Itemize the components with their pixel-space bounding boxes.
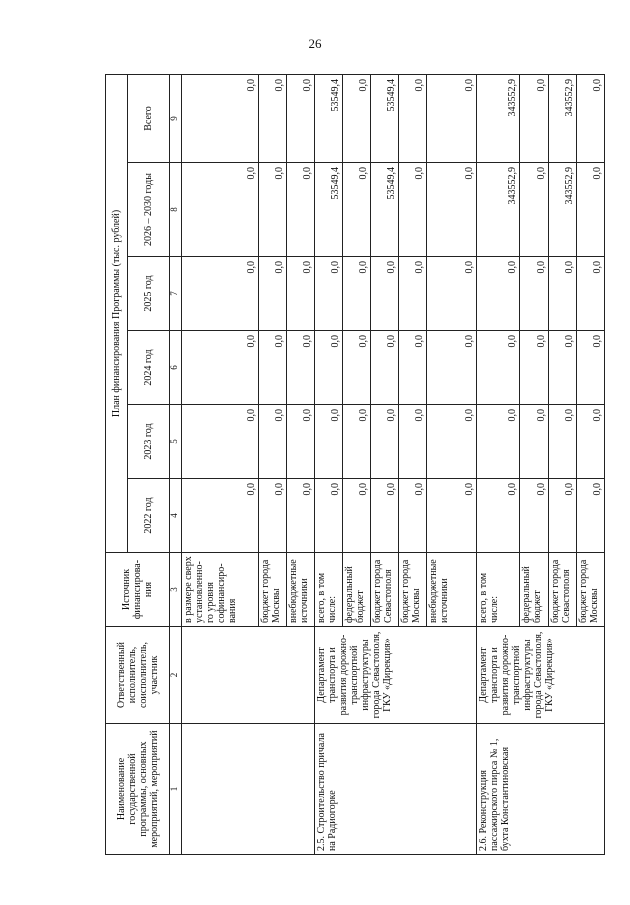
amount-cell: 0,0 [182, 405, 259, 479]
amount-cell: 343552,9 [476, 74, 519, 162]
header-2023: 2023 год [128, 405, 170, 479]
amount-cell: 0,0 [286, 405, 314, 479]
amount-cell: 0,0 [182, 479, 259, 553]
amount-cell: 0,0 [548, 257, 576, 331]
table-row [182, 74, 259, 854]
amount-cell: 0,0 [258, 331, 286, 405]
amount-cell: 343552,9 [476, 163, 519, 257]
amount-cell: 0,0 [286, 74, 314, 162]
amount-cell: 0,0 [576, 257, 604, 331]
amount-cell: 0,0 [427, 479, 477, 553]
amount-cell: 343552,9 [548, 74, 576, 162]
funding-source-cell: федеральный бюджет [519, 553, 548, 627]
amount-cell: 0,0 [342, 163, 370, 257]
column-number: 9 [170, 74, 182, 162]
header-name: Наименование государственной программы, основных мероприятий, мероприятий [106, 724, 170, 855]
funding-source-cell: бюджет города Севастополя [548, 553, 576, 627]
amount-cell: 0,0 [476, 331, 519, 405]
amount-cell: 0,0 [399, 163, 427, 257]
amount-cell: 0,0 [258, 74, 286, 162]
column-number: 6 [170, 331, 182, 405]
funding-source-cell: федеральный бюджет [342, 553, 370, 627]
amount-cell: 53549,4 [314, 163, 342, 257]
funding-source-cell: бюджет города Москвы [399, 553, 427, 627]
amount-cell: 0,0 [314, 479, 342, 553]
funding-source-cell: бюджет города Севастополя [371, 553, 399, 627]
amount-cell: 0,0 [286, 479, 314, 553]
amount-cell: 0,0 [519, 479, 548, 553]
amount-cell: 0,0 [399, 257, 427, 331]
amount-cell: 0,0 [342, 257, 370, 331]
amount-cell: 53549,4 [371, 163, 399, 257]
measure-name-cell: 2.5. Строительство причала на Радиогорке [314, 724, 476, 855]
amount-cell: 0,0 [519, 163, 548, 257]
amount-cell: 0,0 [427, 74, 477, 162]
amount-cell: 0,0 [342, 331, 370, 405]
header-total: Всего [128, 74, 170, 162]
amount-cell: 0,0 [476, 479, 519, 553]
amount-cell: 0,0 [519, 405, 548, 479]
funding-source-cell: всего, в том числе: [314, 553, 342, 627]
amount-cell: 0,0 [286, 331, 314, 405]
column-number: 1 [170, 724, 182, 855]
amount-cell: 0,0 [371, 257, 399, 331]
column-number: 3 [170, 553, 182, 627]
amount-cell: 0,0 [258, 257, 286, 331]
amount-cell: 343552,9 [548, 163, 576, 257]
funding-source-cell: всего, в том числе: [476, 553, 519, 627]
amount-cell: 0,0 [519, 257, 548, 331]
header-2024: 2024 год [128, 331, 170, 405]
amount-cell: 0,0 [548, 479, 576, 553]
responsible-cell: Департамент транспорта и развития дорожно-транспортной инфраструктуры города Севастополя, ГКУ «Дирекция» [314, 627, 476, 724]
financing-table [105, 74, 605, 855]
amount-cell: 0,0 [182, 163, 259, 257]
amount-cell: 0,0 [182, 257, 259, 331]
amount-cell: 0,0 [399, 479, 427, 553]
amount-cell: 0,0 [519, 331, 548, 405]
amount-cell: 0,0 [314, 257, 342, 331]
amount-cell: 0,0 [427, 257, 477, 331]
rotated-page [105, 75, 605, 855]
header-2025: 2025 год [128, 257, 170, 331]
amount-cell: 0,0 [371, 479, 399, 553]
page-number: 26 [308, 36, 322, 51]
column-number: 4 [170, 479, 182, 553]
amount-cell: 0,0 [258, 479, 286, 553]
amount-cell: 0,0 [576, 74, 604, 162]
funding-source-cell: бюджет города Москвы [258, 553, 286, 627]
column-number-row [170, 74, 182, 854]
amount-cell: 0,0 [476, 257, 519, 331]
table-row [476, 74, 519, 854]
header-responsible: Ответственный исполнитель, соисполнитель, участник [106, 627, 170, 724]
amount-cell: 0,0 [371, 405, 399, 479]
amount-cell: 0,0 [314, 331, 342, 405]
header-plan: План финансирования Программы (тыс. рублей) [106, 74, 128, 552]
funding-source-cell: бюджет города Москвы [576, 553, 604, 627]
amount-cell: 0,0 [342, 479, 370, 553]
amount-cell: 0,0 [258, 163, 286, 257]
amount-cell: 53549,4 [371, 74, 399, 162]
amount-cell: 0,0 [476, 405, 519, 479]
amount-cell: 0,0 [399, 331, 427, 405]
header-2022: 2022 год [128, 479, 170, 553]
amount-cell: 0,0 [258, 405, 286, 479]
amount-cell: 0,0 [182, 331, 259, 405]
measure-name-cell: 2.6. Реконструкция пассажирского пирса № 1, бухта Константиновская [476, 724, 604, 855]
column-number: 2 [170, 627, 182, 724]
header-source: Источник финансирова-ния [106, 553, 170, 627]
funding-source-cell: внебюджетные источники [427, 553, 477, 627]
amount-cell: 0,0 [371, 331, 399, 405]
funding-source-cell: в размере сверх установленно-го уровня софинансиро-вания [182, 553, 259, 627]
amount-cell: 0,0 [576, 405, 604, 479]
amount-cell: 0,0 [576, 163, 604, 257]
amount-cell: 0,0 [399, 74, 427, 162]
column-number: 7 [170, 257, 182, 331]
header-2026-2030: 2026 – 2030 годы [128, 163, 170, 257]
amount-cell: 0,0 [342, 74, 370, 162]
table-row [314, 74, 342, 854]
amount-cell: 0,0 [342, 405, 370, 479]
responsible-cell: Департамент транспорта и развития дорожно-транспортной инфраструктуры города Севастополя, ГКУ «Дирекция» [476, 627, 604, 724]
amount-cell: 53549,4 [314, 74, 342, 162]
amount-cell: 0,0 [286, 163, 314, 257]
amount-cell: 0,0 [314, 405, 342, 479]
amount-cell: 0,0 [576, 479, 604, 553]
responsible-cell [182, 627, 315, 724]
amount-cell: 0,0 [548, 331, 576, 405]
amount-cell: 0,0 [548, 405, 576, 479]
funding-source-cell: внебюджетные источники [286, 553, 314, 627]
amount-cell: 0,0 [519, 74, 548, 162]
column-number: 8 [170, 163, 182, 257]
amount-cell: 0,0 [427, 163, 477, 257]
column-number: 5 [170, 405, 182, 479]
amount-cell: 0,0 [286, 257, 314, 331]
amount-cell: 0,0 [399, 405, 427, 479]
amount-cell: 0,0 [182, 74, 259, 162]
amount-cell: 0,0 [427, 405, 477, 479]
amount-cell: 0,0 [427, 331, 477, 405]
measure-name-cell [182, 724, 315, 855]
amount-cell: 0,0 [576, 331, 604, 405]
